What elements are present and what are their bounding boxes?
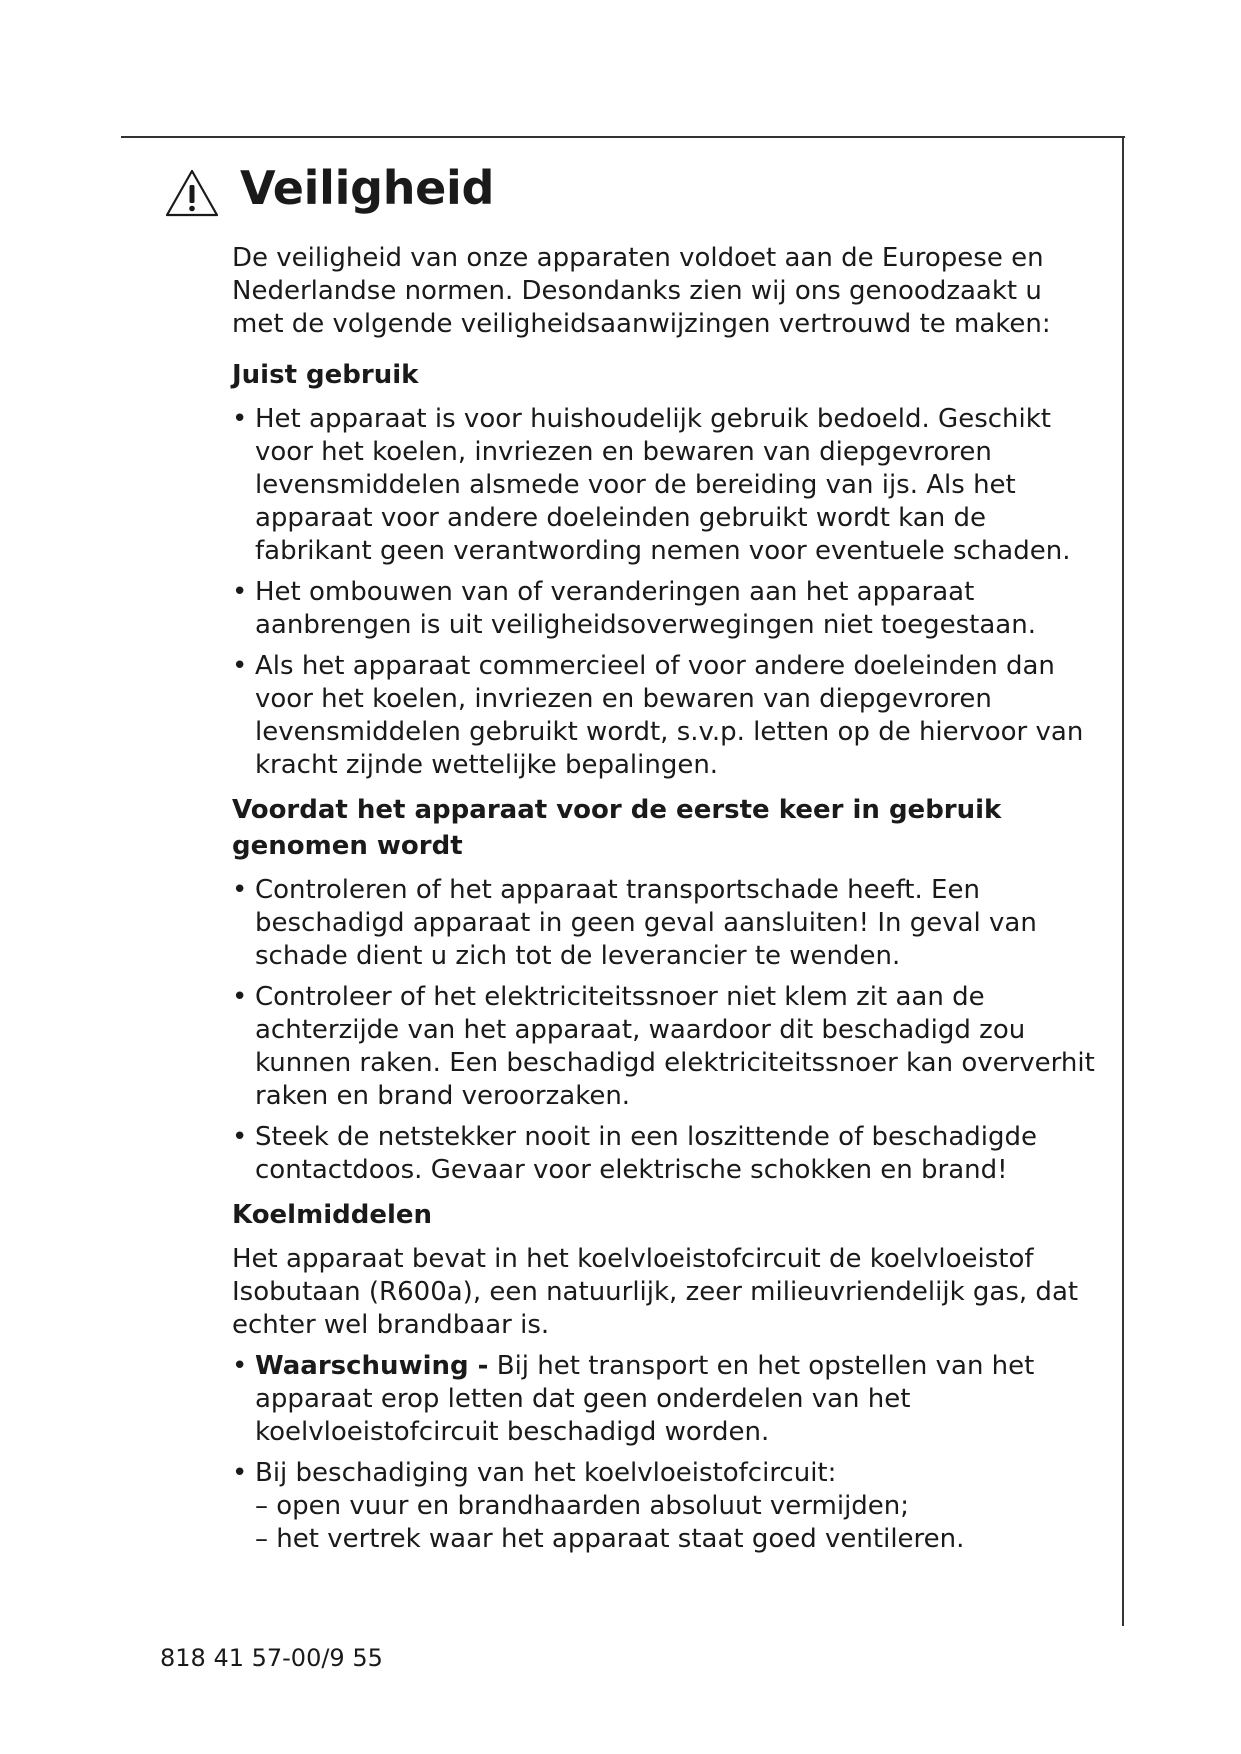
list-item (232, 1350, 1097, 1449)
section-heading-juist-gebruik: Juist gebruik (232, 360, 419, 390)
bullet-icon: • (232, 982, 248, 1012)
section-heading-koelmiddelen: Koelmiddelen (232, 1200, 433, 1230)
list-eerste-gebruik (232, 874, 1097, 1187)
damage-step: – het vertrek waar het apparaat staat goed ventileren. (255, 1524, 965, 1554)
warning-label: Waarschuwing - (255, 1351, 489, 1381)
bullet-icon: • (232, 577, 248, 607)
bullet-icon: • (232, 1458, 248, 1488)
list-item: • Controleren of het apparaat transportschade heeft. Een beschadigd apparaat in geen geval aansluiten! In geval van schade dient u zich tot de leverancier te wenden. (232, 875, 1037, 971)
list-item: • Controleer of het elektriciteitssnoer niet klem zit aan de achterzijde van het apparaat, waardoor dit beschadigd zou kunnen raken. Een beschadigd elektriciteitssnoer kan oververhit raken en brand veroorzaken. (232, 982, 1095, 1111)
bullet-icon: • (232, 1351, 248, 1381)
top-rule (121, 136, 1125, 138)
damage-step: – open vuur en brandhaarden absoluut vermijden; (255, 1491, 910, 1521)
koelmiddelen-paragraph: Het apparaat bevat in het koelvloeistofcircuit de koelvloeistof Isobutaan (R600a), een natuurlijk, zeer milieuvriendelijk gas, dat echter wel brandbaar is. (232, 1244, 1079, 1340)
bullet-icon: • (232, 404, 248, 434)
warning-triangle-icon (164, 168, 220, 218)
intro-paragraph: De veiligheid van onze apparaten voldoet aan de Europese en Nederlandse normen. Desondanks zien wij ons genoodzaakt u met de volgende veiligheidsaanwijzingen vertrouwd te maken: (232, 243, 1051, 339)
bullet-icon: • (232, 651, 248, 681)
list-juist-gebruik (232, 403, 1097, 782)
list-koelmiddelen (232, 1350, 1097, 1556)
damage-intro: Bij beschadiging van het koelvloeistofcircuit: (255, 1458, 837, 1488)
main-content (232, 242, 1097, 1566)
warning-text: Bij het transport en het opstellen van het apparaat erop letten dat geen onderdelen van het koelvloeistofcircuit beschadigd worden. (255, 1351, 1035, 1447)
section-heading-eerste-gebruik: Voordat het apparaat voor de eerste keer in gebruik genomen wordt (232, 795, 1002, 861)
list-item: • Het ombouwen van of veranderingen aan het apparaat aanbrengen is uit veiligheidsoverwegingen niet toegestaan. (232, 577, 1036, 640)
right-rule (1122, 136, 1124, 1626)
list-item: • Het apparaat is voor huishoudelijk gebruik bedoeld. Geschikt voor het koelen, invriezen en bewaren van diepgevroren levensmiddelen alsmede voor de bereiding van ijs. Als het apparaat voor andere doeleinden gebruikt wordt kan de fabrikant geen verantwording nemen voor eventuele schaden. (232, 404, 1071, 566)
list-item: • Als het apparaat commercieel of voor andere doeleinden dan voor het koelen, invriezen en bewaren van diepgevroren levensmiddelen gebruikt wordt, s.v.p. letten op de hiervoor van kracht zijnde wettelijke bepalingen. (232, 651, 1084, 780)
list-item (232, 1457, 1097, 1556)
bullet-icon: • (232, 875, 248, 905)
bullet-icon: • (232, 1122, 248, 1152)
footer-document-code: 818 41 57-00/9 55 (160, 1644, 383, 1672)
page-title: Veiligheid (240, 161, 495, 215)
list-item: • Steek de netstekker nooit in een loszittende of beschadigde contactdoos. Gevaar voor elektrische schokken en brand! (232, 1122, 1037, 1185)
